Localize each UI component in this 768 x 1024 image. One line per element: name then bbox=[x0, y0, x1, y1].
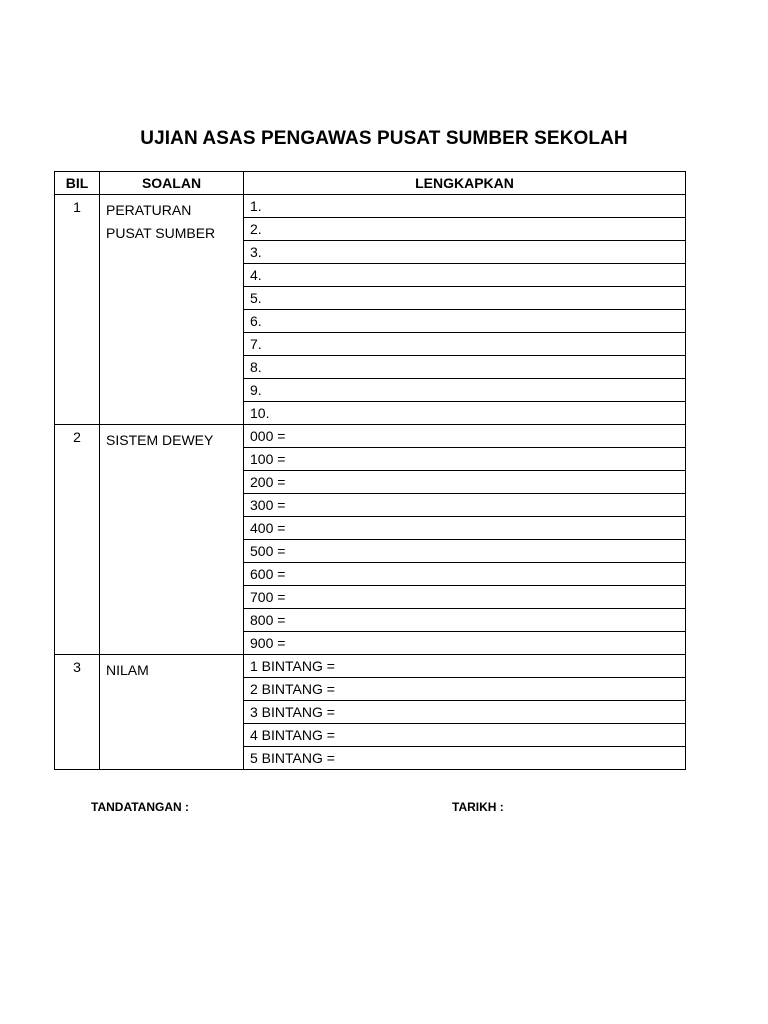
table-row bbox=[55, 195, 686, 218]
table-header-row bbox=[55, 172, 686, 195]
answer-cell[interactable]: 600 = bbox=[244, 563, 686, 586]
answer-cell[interactable]: 4 BINTANG = bbox=[244, 724, 686, 747]
answer-cell[interactable]: 700 = bbox=[244, 586, 686, 609]
answer-cell[interactable]: 1. bbox=[244, 195, 686, 218]
bil-cell: 2 bbox=[55, 425, 100, 655]
answer-cell[interactable]: 6. bbox=[244, 310, 686, 333]
table-row bbox=[55, 655, 686, 678]
answer-cell[interactable]: 400 = bbox=[244, 517, 686, 540]
page-title: UJIAN ASAS PENGAWAS PUSAT SUMBER SEKOLAH bbox=[140, 128, 628, 149]
soalan-text: PUSAT SUMBER bbox=[106, 225, 216, 241]
exam-body bbox=[55, 195, 686, 770]
soalan-cell bbox=[100, 655, 244, 770]
bil-cell: 3 bbox=[55, 655, 100, 770]
answer-cell[interactable]: 3 BINTANG = bbox=[244, 701, 686, 724]
header-lengkapkan: LENGKAPKAN bbox=[244, 172, 686, 195]
soalan-cell bbox=[100, 425, 244, 655]
bil-cell: 1 bbox=[55, 195, 100, 425]
date-label: TARIKH : bbox=[452, 800, 504, 814]
soalan-text: PERATURAN bbox=[106, 202, 192, 218]
answer-cell[interactable]: 7. bbox=[244, 333, 686, 356]
answer-cell[interactable]: 300 = bbox=[244, 494, 686, 517]
soalan-text: NILAM bbox=[106, 662, 149, 678]
answer-cell[interactable]: 900 = bbox=[244, 632, 686, 655]
signature-label: TANDATANGAN : bbox=[91, 800, 189, 814]
answer-cell[interactable]: 5. bbox=[244, 287, 686, 310]
answer-cell[interactable]: 1 BINTANG = bbox=[244, 655, 686, 678]
answer-cell[interactable]: 500 = bbox=[244, 540, 686, 563]
answer-cell[interactable]: 000 = bbox=[244, 425, 686, 448]
answer-cell[interactable]: 5 BINTANG = bbox=[244, 747, 686, 770]
table-row bbox=[55, 425, 686, 448]
answer-cell[interactable]: 200 = bbox=[244, 471, 686, 494]
answer-cell[interactable]: 100 = bbox=[244, 448, 686, 471]
answer-cell[interactable]: 2. bbox=[244, 218, 686, 241]
header-bil: BIL bbox=[55, 172, 100, 195]
answer-cell[interactable]: 2 BINTANG = bbox=[244, 678, 686, 701]
answer-cell[interactable]: 9. bbox=[244, 379, 686, 402]
header-soalan: SOALAN bbox=[100, 172, 244, 195]
answer-cell[interactable]: 4. bbox=[244, 264, 686, 287]
answer-cell[interactable]: 800 = bbox=[244, 609, 686, 632]
soalan-cell bbox=[100, 195, 244, 425]
exam-table bbox=[54, 171, 686, 770]
soalan-text: SISTEM DEWEY bbox=[106, 432, 214, 448]
answer-cell[interactable]: 8. bbox=[244, 356, 686, 379]
answer-cell[interactable]: 3. bbox=[244, 241, 686, 264]
answer-cell[interactable]: 10. bbox=[244, 402, 686, 425]
